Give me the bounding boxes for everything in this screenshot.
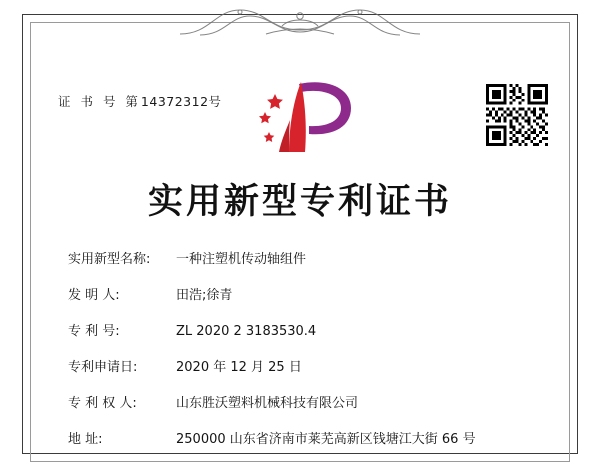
field-row <box>68 392 540 411</box>
field-label-patentee: 专 利 权 人: <box>68 396 137 411</box>
field-value-patent-number: ZL 2020 2 3183530.4 <box>176 324 317 339</box>
field-value-utility-model-name: 一种注塑机传动轴组件 <box>176 252 307 267</box>
serial-suffix: 号 <box>208 94 222 109</box>
page-title: 实用新型专利证书 <box>147 182 452 222</box>
field-value-patentee: 山东胜沃塑料机械科技有限公司 <box>176 396 359 411</box>
field-label-application-date: 专利申请日: <box>68 360 138 375</box>
patent-office-logo-icon <box>235 76 365 160</box>
field-row <box>68 356 540 375</box>
qr-code-icon <box>486 84 548 146</box>
field-label-patent-number: 专 利 号: <box>68 324 120 339</box>
field-row <box>68 248 540 267</box>
decorative-ornament-icon <box>170 4 430 38</box>
field-row <box>68 428 540 447</box>
serial-number: 14372312 <box>140 94 209 109</box>
field-label-utility-model-name: 实用新型名称: <box>68 252 151 267</box>
field-value-address: 250000 山东省济南市莱芜高新区钱塘江大街 66 号 <box>176 432 476 447</box>
field-row <box>68 284 540 303</box>
field-value-application-date: 2020 年 12 月 25 日 <box>176 360 302 375</box>
field-label-address: 地 址: <box>68 432 103 447</box>
certificate-fields <box>68 248 540 464</box>
certificate-serial <box>58 92 222 110</box>
field-value-inventor: 田浩;徐青 <box>176 288 233 303</box>
field-row <box>68 320 540 339</box>
field-label-inventor: 发 明 人: <box>68 288 120 303</box>
serial-label: 证 书 号 第 <box>58 94 141 109</box>
